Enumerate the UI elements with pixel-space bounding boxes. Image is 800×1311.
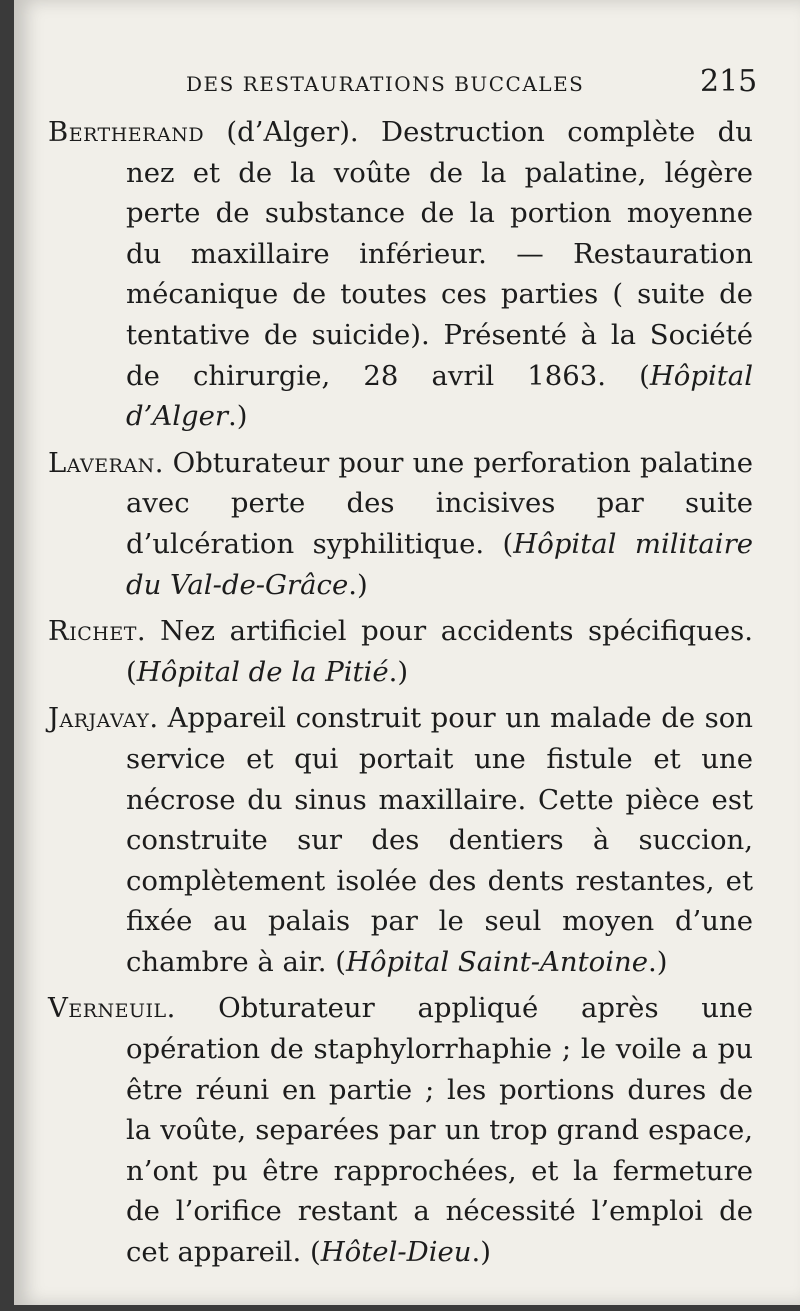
entry-author: Laveran	[48, 446, 155, 479]
entry-text: . Nez artificiel pour accidents spécifiques. (	[126, 615, 753, 688]
entry-close: .)	[348, 568, 368, 601]
running-title: DES RESTAURATIONS BUCCALES	[186, 72, 585, 96]
entry-bertherand	[48, 112, 753, 437]
entry-reference: Hôtel-Dieu	[320, 1236, 472, 1269]
entry-author: Verneuil	[48, 992, 167, 1025]
entry-text: . Appareil construit pour un malade de son service et qui portait une fistule et une nécrose du sinus maxillaire. Cette pièce est construite sur des dentiers à succion, complètement isolée des dents restantes, et fixée au palais par le seul moyen d’une chambre à air. (	[126, 702, 753, 978]
entry-close: .)	[647, 945, 668, 978]
entry-author: Jarjavay	[48, 702, 150, 735]
entry-author: Richet	[48, 615, 137, 648]
entry-verneuil	[48, 988, 753, 1272]
entry-reference: Hôpital militaire du Val-de-Grâce	[126, 527, 754, 601]
entry-close: .)	[228, 400, 248, 433]
entry-reference: Hôpital de la Pitié	[136, 655, 389, 688]
entry-jarjavay	[48, 698, 753, 982]
entry-laveran	[48, 443, 753, 605]
entry-richet	[48, 611, 753, 692]
entry-close: .)	[388, 655, 409, 688]
entry-close: .)	[471, 1236, 491, 1269]
page-header	[14, 62, 800, 106]
entry-reference: Hôpital Saint-Antoine	[346, 945, 648, 978]
entry-reference: Hôpital d’Alger	[126, 359, 753, 433]
book-page	[14, 0, 800, 1305]
entry-text: . Obturateur appliqué après une opération de staphylorrhaphie ; le voile a pu être réuni en partie ; les portions dures de la voûte, separées par un trop grand espace, n’ont pu être rapprochées, et la fermeture de l’orifice restant a nécessité l’emploi de cet appareil. (	[126, 992, 753, 1269]
entry-text: (d’Alger). Destruction complète du nez et de la voûte de la palatine, légère perte de substance de la portion moyenne du maxillaire inférieur. — Restauration mécanique de toutes ces parties ( suite de tentative de suicide). Présenté à la Société de chirurgie, 28 avril 1863. (	[126, 116, 753, 392]
page-body	[48, 112, 753, 1273]
entry-author: Bertherand	[48, 116, 205, 148]
page-number: 215	[700, 64, 758, 99]
entry-text: . Obturateur pour une perforation palatine avec perte des incisives par suite d’ulcération syphilitique. (	[126, 446, 753, 560]
